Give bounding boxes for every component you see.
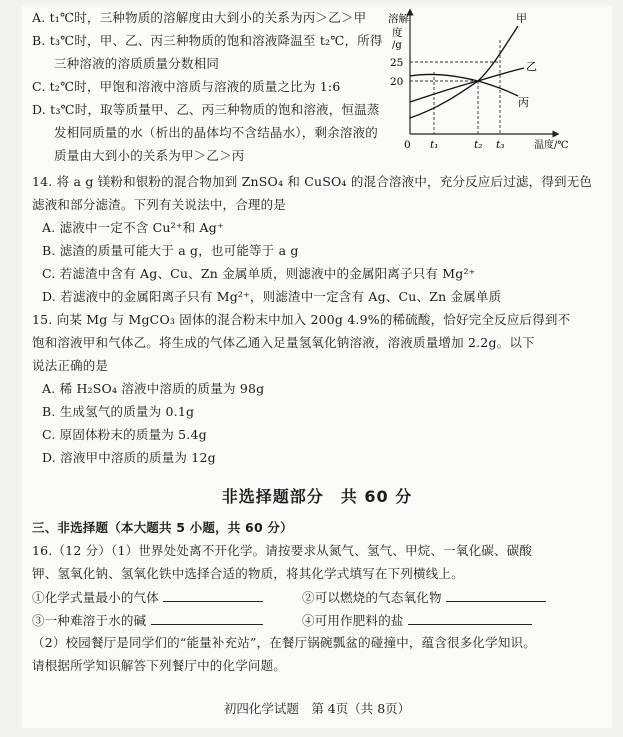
q13-option-b-cont: 三种溶液的溶质质量分数相同 — [54, 56, 220, 71]
curve-label-bing: 丙 — [518, 96, 529, 109]
q14-option-d: D. 若滤液中的金属阳离子只有 Mg²⁺，则滤渣中一定含有 Ag、Cu、Zn 金属单质 — [42, 289, 502, 304]
q16-blank-2-label: ②可以燃烧的气态氧化物 — [302, 590, 442, 605]
q16-blank-1-line[interactable] — [163, 589, 263, 602]
q16-blank-1-label: ①化学式量最小的气体 — [32, 590, 160, 605]
q13-option-d: D. t₃℃时，取等质量甲、乙、丙三种物质的饱和溶液，恒温蒸 — [32, 102, 380, 117]
q16-blank-3-label: ③一种难溶于水的碱 — [32, 613, 147, 628]
q16-blank-4-line[interactable] — [408, 612, 532, 625]
q16-blank-4-label: ④可用作肥料的盐 — [302, 613, 404, 628]
curve-label-jia: 甲 — [516, 12, 527, 25]
q16-blank-3-line[interactable] — [151, 612, 263, 625]
q14-option-c: C. 若滤渣中含有 Ag、Cu、Zn 金属单质，则滤液中的金属阳离子只有 Mg²⁺ — [42, 266, 476, 281]
q16-blank-row-3 — [32, 612, 263, 629]
x-tick-t3: t₃ — [496, 139, 505, 151]
q15-option-d: D. 溶液甲中溶质的质量为 12g — [42, 450, 216, 465]
x-tick-t2: t₂ — [474, 139, 483, 151]
q16-blank-2-line[interactable] — [446, 589, 546, 602]
y-tick-20: 20 — [390, 76, 404, 88]
q16-line-5: （2）校园餐厅是同学们的“能量补充站”，在餐厅锅碗瓢盆的碰撞中，蕴含很多化学知识。 — [32, 635, 536, 650]
q15-stem-2: 饱和溶液甲和气体乙。将生成的气体乙通入足量氢氧化钠溶液，溶液质量增加 2.2g。以下 — [32, 335, 535, 350]
q14-option-a: A. 滤液中一定不含 Cu²⁺和 Ag⁺ — [42, 220, 224, 235]
y-axis-label-1: 溶解 — [388, 13, 409, 25]
x-axis-label: 温度/℃ — [534, 140, 569, 151]
q13-option-d-cont2: 质量由大到小的关系为甲＞乙＞丙 — [54, 148, 245, 163]
q15-stem-3: 说法正确的是 — [32, 358, 109, 373]
q14-stem-2: 滤液和部分滤渣。下列有关说法中，合理的是 — [32, 197, 287, 212]
q13-option-d-cont1: 发相同质量的水（析出的晶体均不含结晶水），剩余溶液的 — [54, 125, 378, 140]
exam-page — [22, 6, 612, 728]
q13-option-b: B. t₃℃时，甲、乙、丙三种物质的饱和溶液降温至 t₂℃，所得 — [32, 33, 383, 48]
curve-jia — [410, 26, 518, 118]
q16-blank-row-2 — [302, 589, 546, 606]
part3-heading: 三、非选择题（本大题共 5 小题，共 60 分） — [32, 520, 293, 535]
section-title: 非选择题部分 共 60 分 — [221, 487, 413, 506]
x-tick-0: 0 — [404, 139, 411, 151]
page-footer: 初四化学试题 第 4页（共 8页） — [223, 701, 411, 716]
curve-yi — [410, 68, 524, 102]
y-axis-label-2: 度 — [392, 27, 403, 39]
curve-label-yi: 乙 — [526, 60, 537, 73]
q15-stem-1: 15. 向某 Mg 与 MgCO₃ 固体的混合粉末中加入 200g 4.9%的稀硫酸，恰好完全反应后得到不 — [32, 312, 571, 327]
x-tick-t1: t₁ — [430, 139, 439, 151]
q16-blank-row-1 — [32, 589, 263, 606]
q15-option-c: C. 原固体粉末的质量为 5.4g — [42, 427, 207, 442]
y-tick-25: 25 — [390, 57, 404, 69]
q16-blank-row-4 — [302, 612, 532, 629]
q13-option-c: C. t₂℃时，甲饱和溶液中溶质与溶液的质量之比为 1:6 — [32, 79, 341, 94]
q16-line-6: 请根据所学知识解答下列餐厅中的化学问题。 — [32, 658, 287, 673]
q16-line-1: 16.（12 分）（1）世界处处离不开化学。请按要求从氮气、氢气、甲烷、一氧化碳、碳酸 — [32, 543, 533, 558]
q15-option-b: B. 生成氢气的质量为 0.1g — [42, 404, 195, 419]
solubility-graph — [384, 6, 600, 156]
q13-option-a: A. t₁℃时，三种物质的溶解度由大到小的关系为丙＞乙＞甲 — [32, 10, 367, 25]
y-axis-label-3: /g — [392, 40, 402, 51]
q16-line-2: 钾、氢氧化钠、氢氧化铁中选择合适的物质，将其化学式填写在下列横线上。 — [32, 566, 464, 581]
q15-option-a: A. 稀 H₂SO₄ 溶液中溶质的质量为 98g — [42, 381, 265, 396]
q14-stem-1: 14. 将 a g 镁粉和银粉的混合物加到 ZnSO₄ 和 CuSO₄ 的混合溶液中，充分反应后过滤，得到无色 — [32, 174, 593, 189]
q14-option-b: B. 滤渣的质量可能大于 a g，也可能等于 a g — [42, 243, 299, 258]
